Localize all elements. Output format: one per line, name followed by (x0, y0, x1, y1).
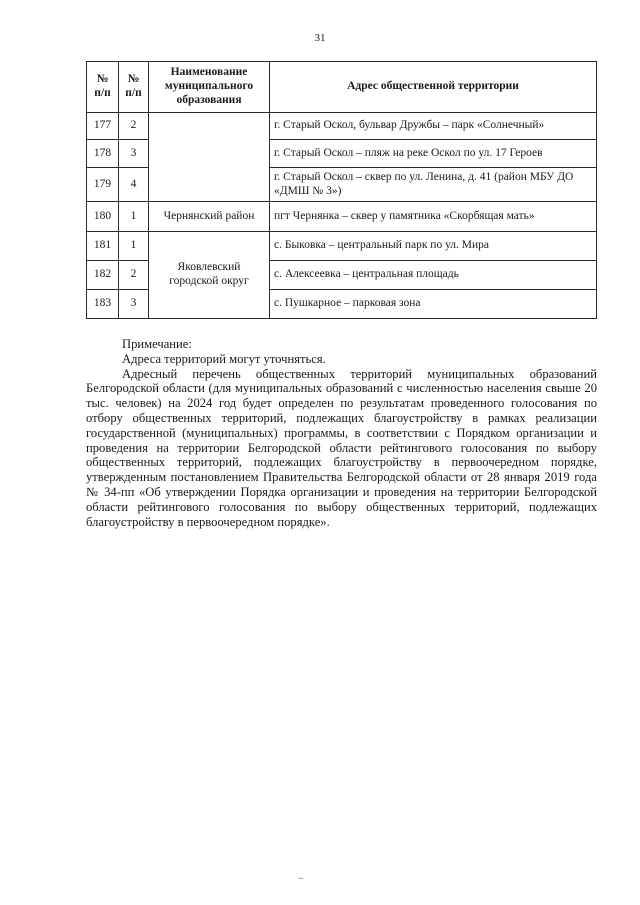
header-address: Адрес общественной территории (270, 62, 597, 113)
row-local-number: 3 (119, 140, 149, 168)
row-global-number: 180 (87, 202, 119, 232)
row-address: г. Старый Оскол – сквер по ул. Ленина, д. 41 (район МБУ ДО «ДМШ № 3») (270, 168, 597, 202)
row-global-number: 181 (87, 232, 119, 261)
row-municipality (149, 113, 270, 202)
row-address: с. Пушкарное – парковая зона (270, 290, 597, 319)
row-global-number: 178 (87, 140, 119, 168)
note-heading: Примечание: (122, 337, 192, 351)
header-municipality: Наименование муниципального образования (149, 62, 270, 113)
row-local-number: 1 (119, 202, 149, 232)
header-global-number: № п/п (87, 62, 119, 113)
note-paragraph: Адресный перечень общественных территорий муниципальных образований Белгородской области (для муниципальных образований с численностью населения свыше 20 тыс. человек) на 2024 год будет определен по результатам проведенного голосования по отбору общественных территорий, подлежащих благоустройству в рамках реализации государственной (муниципальных) программы, в соответствии с Порядком организации и проведения на территории Белгородской области рейтингового голосования по выбору общественных территорий, подлежащих благоустройству в первоочередном порядке, утвержденным постановлением Правительства Белгородской области от 28 января 2019 года № 34-пп «Об утверждении Порядка организации и проведения на территории Белгородской области рейтингового голосования по выбору общественных территорий, подлежащих благоустройству в первоочередном порядке». (86, 366, 597, 529)
row-global-number: 182 (87, 261, 119, 290)
table-row (87, 202, 597, 232)
row-municipality: Чернянский район (149, 202, 270, 232)
table-row (87, 232, 597, 261)
row-address: г. Старый Оскол – пляж на реке Оскол по ул. 17 Героев (270, 140, 597, 168)
row-local-number: 2 (119, 113, 149, 140)
table-header-row (87, 62, 597, 113)
scan-mark: ⌣ (298, 873, 304, 883)
notes-section (86, 337, 597, 529)
row-address: с. Быковка – центральный парк по ул. Мира (270, 232, 597, 261)
territories-table (86, 61, 597, 319)
row-address: с. Алексеевка – центральная площадь (270, 261, 597, 290)
row-local-number: 4 (119, 168, 149, 202)
header-local-number: № п/п (119, 62, 149, 113)
row-local-number: 2 (119, 261, 149, 290)
row-global-number: 177 (87, 113, 119, 140)
row-local-number: 1 (119, 232, 149, 261)
note-line: Адреса территорий могут уточняться. (122, 351, 326, 366)
row-local-number: 3 (119, 290, 149, 319)
row-municipality: Яковлевский городской округ (149, 232, 270, 319)
row-address: г. Старый Оскол, бульвар Дружбы – парк «Солнечный» (270, 113, 597, 140)
table-row (87, 113, 597, 140)
row-global-number: 179 (87, 168, 119, 202)
row-address: пгт Чернянка – сквер у памятника «Скорбящая мать» (270, 202, 597, 232)
page-number: 31 (314, 32, 326, 44)
row-global-number: 183 (87, 290, 119, 319)
